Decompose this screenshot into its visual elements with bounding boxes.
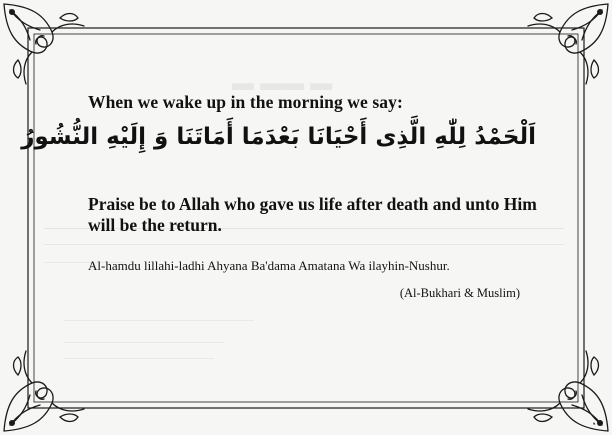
dua-intro: When we wake up in the morning we say: — [88, 92, 403, 112]
dua-transliteration: Al-hamdu lillahi-ladhi Ahyana Ba'dama Amatana Wa ilayhin-Nushur. — [88, 258, 450, 273]
reverse-page-bleed: ▬ ▬▬ ▬ — [0, 0, 612, 435]
dua-translation: Praise be to Allah who gave us life after death and unto Him will be the return. — [88, 194, 537, 235]
dua-source: (Al-Bukhari & Muslim) — [399, 286, 520, 300]
page-corner-mark: ◔ — [590, 419, 596, 429]
dua-arabic-text: اَلْحَمْدُ لِلّٰهِ الَّذِى أَحْيَانَا بَعْدَمَا أَمَاتَنَا وَ إِلَيْهِ النُّشُورُ — [21, 124, 536, 150]
